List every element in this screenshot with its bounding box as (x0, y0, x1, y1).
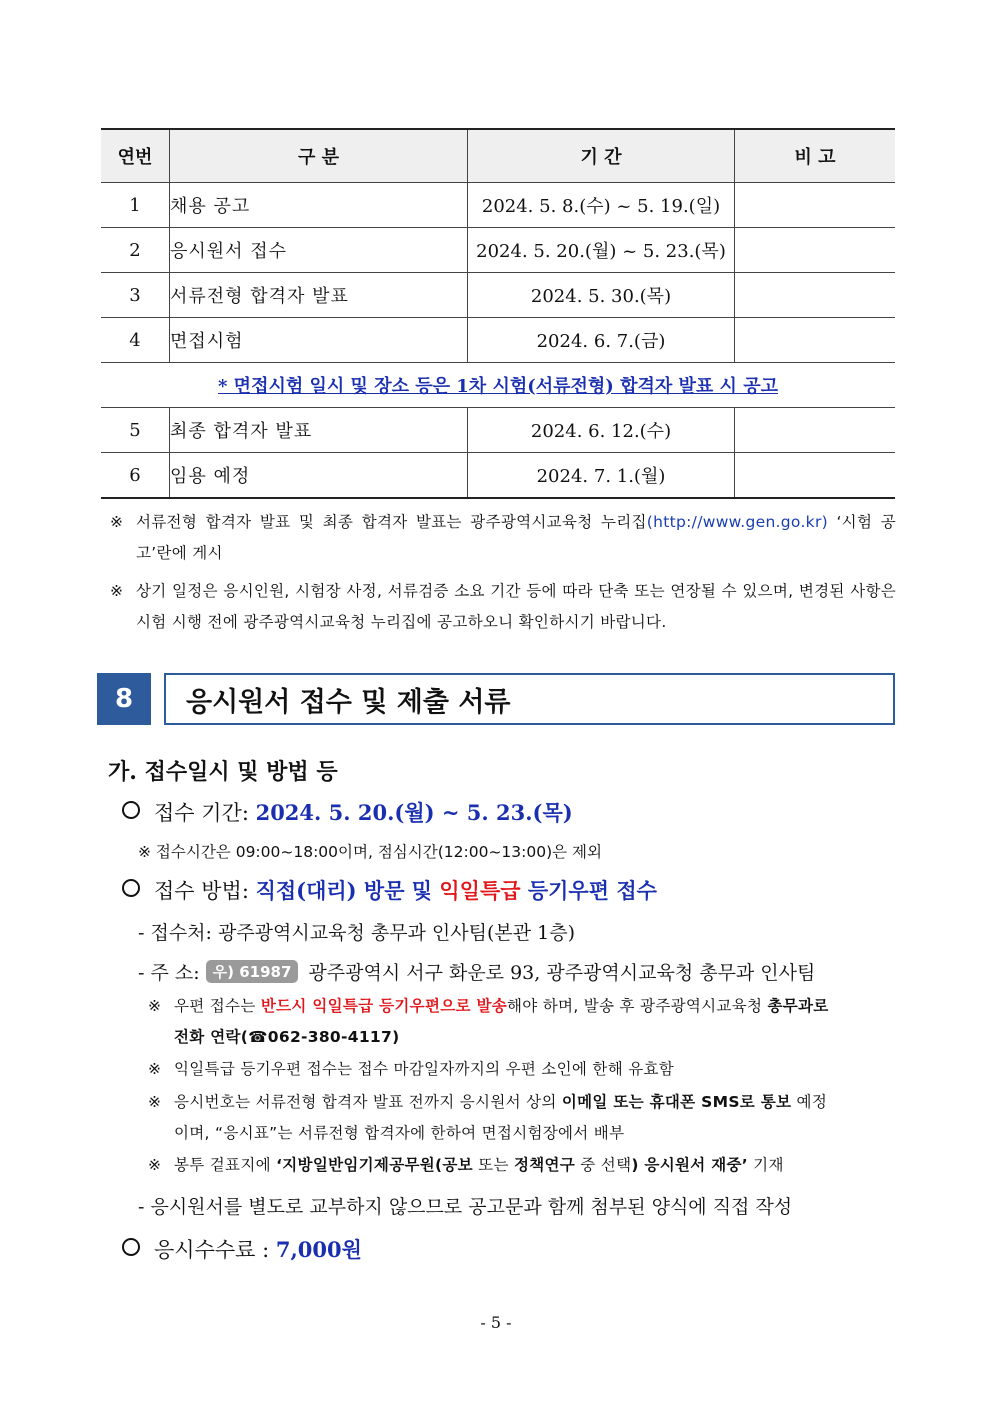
address-text: 광주광역시 서구 화운로 93, 광주광역시교육청 총무과 인사팀 (308, 962, 816, 984)
table-row (101, 318, 895, 363)
header-item: 구 분 (170, 129, 468, 183)
row-period: 2024. 6. 7.(금) (468, 318, 735, 363)
phone-contact: 전화 연락(☎062-380-4117) (174, 1028, 400, 1046)
reference-note-1 (110, 507, 896, 569)
row-remark (735, 318, 896, 363)
row-no: 1 (101, 183, 170, 228)
note-bold: ) 응시원서 재중’ (631, 1156, 748, 1174)
note-bold: 이메일 또는 휴대폰 SMS로 통보 (561, 1093, 792, 1111)
note-text: 기재 (747, 1156, 784, 1174)
row-item: 임용 예정 (170, 453, 468, 499)
row-remark (735, 453, 896, 499)
reference-note-2 (110, 576, 896, 638)
row-item: 채용 공고 (170, 183, 468, 228)
row-period: 2024. 7. 1.(월) (468, 453, 735, 499)
note-bold: 총무과로 (767, 997, 829, 1015)
note-bold: ‘지방일반임기제공무원(공보 (276, 1156, 473, 1174)
table-header-row (101, 129, 895, 183)
method-part3: 등기우편 접수 (520, 878, 657, 903)
row-no: 4 (101, 318, 170, 363)
reference-mark: ※ (148, 1093, 162, 1111)
row-period: 2024. 5. 30.(목) (468, 273, 735, 318)
row-no: 2 (101, 228, 170, 273)
reference-mark: ※ (110, 582, 124, 600)
interview-note: * 면접시험 일시 및 장소 등은 1차 시험(서류전형) 합격자 발표 시 공고 (101, 363, 895, 408)
period-line (122, 797, 573, 827)
mail-note-1 (148, 991, 898, 1053)
row-remark (735, 273, 896, 318)
method-label: 접수 방법: (154, 879, 256, 903)
address-label: - 주 소: (138, 962, 206, 984)
table-row (101, 183, 895, 228)
form-note: - 응시원서를 별도로 교부하지 않으므로 공고문과 함께 첨부된 양식에 직접 작성 (138, 1196, 793, 1218)
reference-mark: ※ (148, 1060, 162, 1078)
office-line: - 접수처: 광주광역시교육청 총무과 인사팀(본관 1층) (138, 922, 576, 944)
note-text: 중 선택 (575, 1156, 632, 1174)
website-link[interactable]: (http://www.gen.go.kr) (646, 513, 828, 531)
fee-value: 7,000원 (275, 1237, 362, 1262)
row-item: 서류전형 합격자 발표 (170, 273, 468, 318)
table-row (101, 273, 895, 318)
method-part2: 익일특급 (439, 878, 521, 903)
note-bold: 정책연구 (513, 1156, 576, 1174)
mail-note-2 (148, 1054, 898, 1085)
method-part1: 직접(대리) 방문 및 (255, 878, 440, 903)
table-row (101, 453, 895, 499)
period-note: ※ 접수시간은 09:00~18:00이며, 점심시간(12:00~13:00)은 제외 (138, 843, 602, 861)
header-period: 기 간 (468, 129, 735, 183)
row-no: 3 (101, 273, 170, 318)
note-text: 응시번호는 서류전형 합격자 발표 전까지 응시원서 상의 (174, 1093, 562, 1111)
row-period: 2024. 5. 8.(수) ~ 5. 19.(일) (468, 183, 735, 228)
reference-text: 상기 일정은 응시인원, 시험장 사정, 서류검증 소요 기간 등에 따라 단축 또는 연장될 수 있으며, 변경된 사항은 시험 시행 전에 광주광역시교육청 누리집에 공고하오니 확인하시기 바랍니다. (136, 582, 896, 631)
row-period: 2024. 6. 12.(수) (468, 408, 735, 453)
note-text: 이며, “응시표”는 서류전형 합격자에 한하여 면접시험장에서 배부 (174, 1124, 625, 1142)
row-remark (735, 183, 896, 228)
postal-badge: 우) 61987 (206, 960, 299, 983)
mail-note-4 (148, 1150, 898, 1181)
subsection-title: 가. 접수일시 및 방법 등 (108, 759, 338, 785)
row-no: 5 (101, 408, 170, 453)
method-line (122, 875, 657, 905)
note-text: 예정 (791, 1093, 828, 1111)
schedule-table (101, 128, 895, 499)
header-no: 연번 (101, 129, 170, 183)
reference-text: 서류전형 합격자 발표 및 최종 합격자 발표는 광주광역시교육청 누리집 (136, 513, 647, 531)
note-text: 또는 (472, 1156, 514, 1174)
period-label: 접수 기간: (154, 801, 256, 825)
address-line (138, 958, 815, 985)
row-item: 최종 합격자 발표 (170, 408, 468, 453)
circle-bullet-icon (122, 801, 140, 819)
table-row (101, 408, 895, 453)
period-value: 2024. 5. 20.(월) ~ 5. 23.(목) (255, 800, 573, 825)
mail-note-3 (148, 1087, 898, 1149)
page-number: - 5 - (480, 1313, 512, 1332)
row-remark (735, 408, 896, 453)
reference-mark: ※ (110, 513, 124, 531)
circle-bullet-icon (122, 879, 140, 897)
note-text: 우편 접수는 (174, 997, 261, 1015)
note-text: 해야 하며, 발송 후 광주광역시교육청 (507, 997, 768, 1015)
table-note-row (101, 363, 895, 408)
note-highlight: 반드시 익일특급 등기우편으로 발송 (260, 997, 508, 1015)
table-row (101, 228, 895, 273)
section-number: 8 (97, 673, 151, 725)
reference-mark: ※ (148, 997, 162, 1015)
row-remark (735, 228, 896, 273)
row-no: 6 (101, 453, 170, 499)
section-title: 응시원서 접수 및 제출 서류 (164, 673, 895, 725)
reference-mark: ※ (148, 1156, 162, 1174)
row-item: 면접시험 (170, 318, 468, 363)
fee-label: 응시수수료 : (154, 1238, 276, 1262)
note-text: 봉투 겉표지에 (174, 1156, 277, 1174)
reference-text: ‘시험 공고’란에 게시 (136, 513, 896, 562)
note-text: 익일특급 등기우편 접수는 접수 마감일자까지의 우편 소인에 한해 유효함 (174, 1060, 675, 1078)
fee-line (122, 1234, 362, 1264)
circle-bullet-icon (122, 1238, 140, 1256)
row-period: 2024. 5. 20.(월) ~ 5. 23.(목) (468, 228, 735, 273)
row-item: 응시원서 접수 (170, 228, 468, 273)
header-remark: 비 고 (735, 129, 896, 183)
